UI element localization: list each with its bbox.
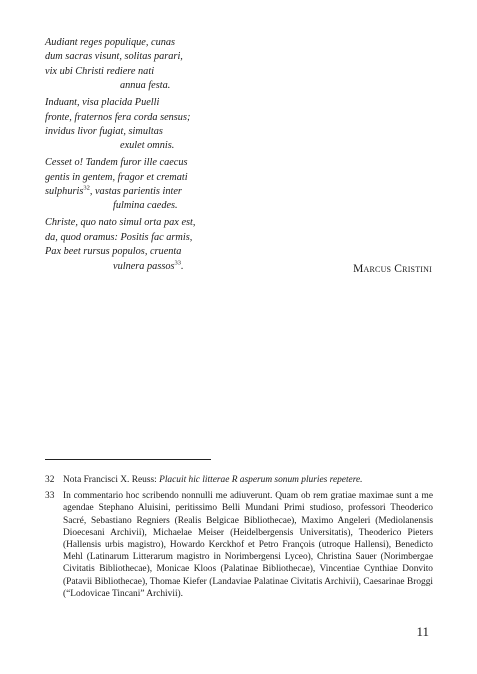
footnote-number: 32 bbox=[45, 475, 55, 485]
stanza bbox=[45, 216, 195, 274]
stanza bbox=[45, 156, 195, 214]
stanza bbox=[45, 36, 195, 94]
footnote-prefix: Nota Francisci X. Reuss: bbox=[63, 475, 160, 485]
poem-line-text: . bbox=[181, 260, 184, 272]
footnote-32 bbox=[45, 474, 433, 486]
footnote-quote: Placuit hic litterae R asperum sonum pluries repetere. bbox=[159, 475, 363, 485]
poem-line: invidus livor fugiat, simultas bbox=[45, 125, 163, 137]
poem-line: da, quod oramus: Positis fac armis, bbox=[45, 231, 193, 243]
footnote-number: 33 bbox=[45, 491, 55, 502]
poem-line: dum sacras visunt, solitas parari, bbox=[45, 51, 183, 63]
poem-line: gentis in gentem, fragor et cremati bbox=[45, 171, 188, 183]
poem-line bbox=[45, 260, 195, 274]
footnote-text bbox=[63, 474, 433, 486]
poem-line-text: sulphuris bbox=[45, 186, 84, 198]
footnote-ref-33[interactable]: 33 bbox=[174, 259, 181, 267]
poem-line: fronte, fraternos fera corda sensus; bbox=[45, 111, 191, 123]
poem-line: Pax beet rursus populos, cruenta bbox=[45, 246, 182, 258]
poem-line-text: vulnera passos bbox=[113, 260, 175, 272]
footnote-33 bbox=[45, 490, 433, 600]
poem-line bbox=[45, 185, 195, 199]
footnote-text: In commentario hoc scribendo nonnulli me adiuverunt. Quam ob rem gratiae maximae sunt a me agendae Stephano Aluisini, peritissimo Belli Mundani Primi studioso, professori Theoderico Sacré, Sebastiano Regniers (Realis Belgicae Bibliothecae), Maximo Angeleri (Mediolanensis Dioecesani Archivii), Michaelae Meiser (Heidelbergensis Universitatis), Theoderico Pieters (Hallensis urbis magistro), Howardo Kerckhof et Petro François (utroque Hallensi), Benedicto Mehl (Latinarum Litterarum magistro in Norimbergensi Lyceo), Christina Sauer (Norimbergae Civitatis Bibliothecae), Monicae Kloos (Palatinae Bibliothecae), Vincentiae Cynthiae Donvito (Patavii Bibliothecae), Thomae Kiefer (Landaviae Palatinae Civitatis Archivii), Caesarinae Broggi (“Lodovicae Tincani” Archivii). bbox=[63, 491, 433, 599]
poem-line: vix ubi Christi rediere nati bbox=[45, 65, 155, 77]
page-number: 11 bbox=[416, 624, 429, 639]
poem-line: exulet omnis. bbox=[120, 140, 175, 152]
footnote-ref-32[interactable]: 32 bbox=[83, 184, 90, 192]
poem-line: Audiant reges populique, cunas bbox=[45, 37, 176, 48]
footnote-divider bbox=[45, 459, 211, 460]
poem-line: Induant, visa placida Puelli bbox=[45, 97, 160, 109]
poem bbox=[45, 36, 195, 277]
poem-line: fulmina caedes. bbox=[113, 200, 178, 212]
poem-line: Cesset o! Tandem furor ille caecus bbox=[45, 157, 188, 169]
stanza bbox=[45, 96, 195, 154]
poem-line: Christe, quo nato simul orta pax est, bbox=[45, 217, 196, 229]
poem-line-text: , vastas parientis inter bbox=[89, 186, 182, 198]
poem-line: annua festa. bbox=[120, 80, 171, 92]
author-signature: Marcus Cristini bbox=[353, 263, 432, 275]
footnotes bbox=[45, 474, 433, 604]
